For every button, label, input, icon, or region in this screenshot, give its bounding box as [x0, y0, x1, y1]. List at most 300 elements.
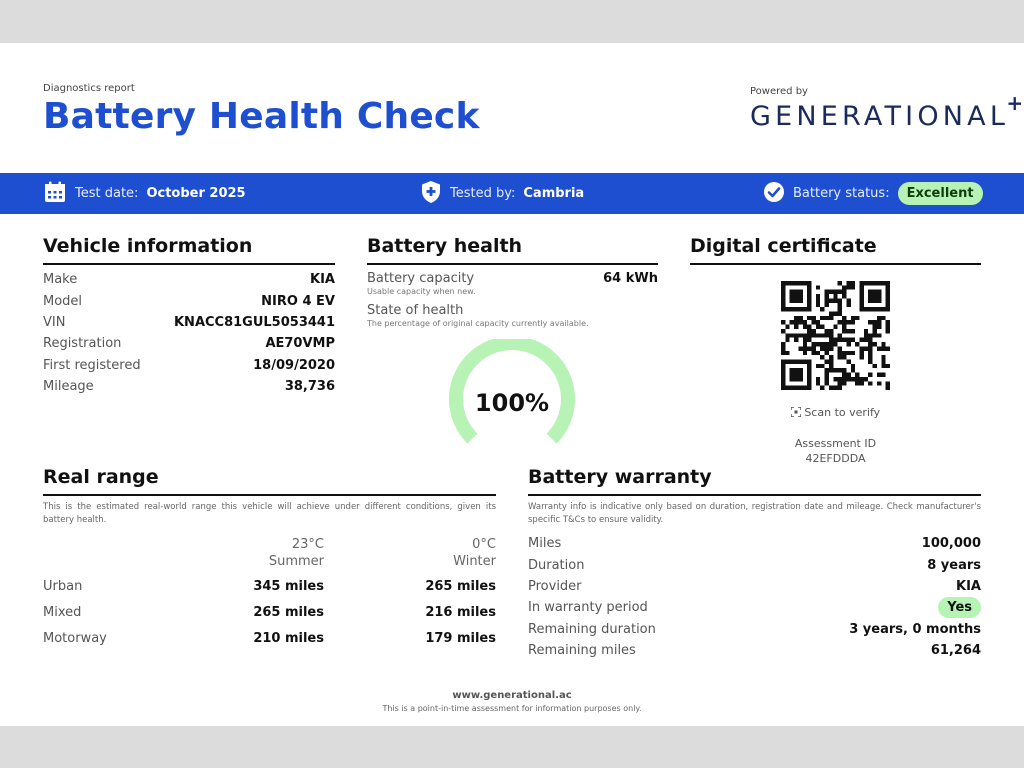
tested-by-label: Tested by: [450, 186, 516, 201]
qr-module [838, 307, 842, 311]
qr-module [794, 338, 798, 342]
qr-module [873, 329, 877, 333]
qr-module [820, 346, 824, 350]
vehicle-mileage-value: 38,736 [284, 379, 335, 395]
tested-by-value: Cambria [523, 186, 585, 201]
qr-module [881, 355, 885, 359]
battery-status-label: Battery status: [793, 186, 890, 201]
qr-module [877, 298, 881, 302]
qr-module [790, 373, 794, 377]
qr-module [803, 338, 807, 342]
qr-module [820, 333, 824, 337]
qr-module [807, 298, 811, 302]
list-item [528, 576, 981, 597]
qr-module [803, 325, 807, 329]
qr-module [864, 333, 868, 337]
qr-module [833, 342, 837, 346]
qr-module [859, 307, 863, 311]
qr-module [820, 307, 824, 311]
assessment-id-value: 42EFDDDA [805, 452, 866, 465]
qr-module [886, 303, 890, 307]
qr-module [886, 346, 890, 350]
vehicle-section-title: Vehicle information [43, 235, 335, 265]
qr-module [842, 316, 846, 320]
qr-module [838, 386, 842, 390]
qr-module [829, 338, 833, 342]
qr-module [803, 333, 807, 337]
report-page [0, 43, 1024, 726]
assessment-id-label: Assessment ID [794, 437, 877, 450]
qr-module [816, 342, 820, 346]
qr-module [851, 351, 855, 355]
qr-module [785, 386, 789, 390]
qr-module [781, 290, 785, 294]
qr-module [807, 294, 811, 298]
vehicle-model-value: NIRO 4 EV [261, 293, 335, 309]
qr-module [868, 381, 872, 385]
qr-module [798, 294, 802, 298]
qr-module [825, 346, 829, 350]
qr-module [790, 294, 794, 298]
range-section-title: Real range [43, 466, 496, 496]
vehicle-registration-value: AE70VMP [265, 336, 335, 352]
qr-module [868, 298, 872, 302]
qr-module [868, 320, 872, 324]
warranty-section-title: Battery warranty [528, 466, 981, 496]
range-urban-summer: 345 miles [253, 578, 324, 594]
qr-module [812, 316, 816, 320]
summer-temp: 23°C [291, 537, 324, 552]
qr-module [798, 333, 802, 337]
shield-plus-icon [420, 180, 442, 208]
qr-module [873, 294, 877, 298]
qr-module [864, 346, 868, 350]
qr-module [842, 294, 846, 298]
list-item [528, 640, 981, 661]
qr-module [798, 316, 802, 320]
qr-module [859, 285, 863, 289]
qr-module [833, 386, 837, 390]
qr-module [859, 338, 863, 342]
qr-module [864, 329, 868, 333]
qr-module [825, 294, 829, 298]
qr-module [838, 368, 842, 372]
qr-module [820, 342, 824, 346]
qr-module [816, 351, 820, 355]
qr-module [790, 359, 794, 363]
qr-module [807, 364, 811, 368]
qr-module [864, 377, 868, 381]
vehicle-make-value: KIA [310, 272, 335, 288]
qr-module [838, 381, 842, 385]
qr-module [846, 320, 850, 324]
qr-module [794, 325, 798, 329]
qr-module [838, 320, 842, 324]
qr-module [833, 290, 837, 294]
qr-code[interactable] [781, 281, 890, 390]
qr-module [873, 325, 877, 329]
qr-module [781, 281, 785, 285]
vehicle-first-registered-label: First registered [43, 357, 141, 373]
qr-module [790, 386, 794, 390]
qr-module [886, 386, 890, 390]
qr-module [798, 298, 802, 302]
qr-module [859, 351, 863, 355]
qr-module [807, 325, 811, 329]
qr-module [855, 381, 859, 385]
qr-module [877, 281, 881, 285]
qr-module [864, 307, 868, 311]
qr-module [794, 281, 798, 285]
qr-module [825, 316, 829, 320]
qr-module [798, 359, 802, 363]
qr-module [829, 346, 833, 350]
qr-module [846, 377, 850, 381]
qr-module [851, 320, 855, 324]
scan-to-verify-label: Scan to verify [804, 406, 881, 419]
qr-module [838, 281, 842, 285]
qr-module [798, 377, 802, 381]
qr-module [790, 368, 794, 372]
qr-module [785, 325, 789, 329]
qr-module [881, 346, 885, 350]
qr-module [873, 342, 877, 346]
qr-module [798, 281, 802, 285]
qr-module [873, 290, 877, 294]
qr-module [812, 346, 816, 350]
powered-by-label: Powered by [750, 86, 808, 97]
list-item [43, 376, 335, 397]
warranty-remaining-miles-label: Remaining miles [528, 643, 636, 659]
qr-module [785, 338, 789, 342]
qr-module [794, 377, 798, 381]
qr-module [851, 329, 855, 333]
qr-module [851, 281, 855, 285]
qr-module [781, 386, 785, 390]
qr-module [846, 303, 850, 307]
qr-module [816, 298, 820, 302]
qr-module [825, 298, 829, 302]
qr-module [868, 307, 872, 311]
warranty-remaining-duration-label: Remaining duration [528, 621, 656, 637]
qr-module [790, 377, 794, 381]
qr-module [825, 333, 829, 337]
qr-module [846, 329, 850, 333]
qr-module [829, 312, 833, 316]
qr-module [807, 329, 811, 333]
range-mixed-label: Mixed [43, 604, 82, 620]
battery-status [763, 173, 983, 214]
qr-module [807, 290, 811, 294]
qr-module [803, 307, 807, 311]
vehicle-registration-label: Registration [43, 336, 122, 352]
qr-module [781, 303, 785, 307]
qr-module [820, 364, 824, 368]
qr-module [803, 359, 807, 363]
warranty-info-list [528, 533, 981, 661]
qr-module [859, 294, 863, 298]
warranty-provider-value: KIA [956, 578, 981, 594]
qr-module [842, 381, 846, 385]
qr-module [829, 342, 833, 346]
warranty-in-period-badge: Yes [938, 597, 981, 618]
qr-module [803, 320, 807, 324]
qr-module [781, 285, 785, 289]
brand-logo-text: GENERATIONAL [750, 101, 1010, 132]
qr-module [781, 342, 785, 346]
qr-module [833, 312, 837, 316]
qr-module [798, 386, 802, 390]
qr-module [816, 364, 820, 368]
qr-module [790, 281, 794, 285]
qr-module [859, 377, 863, 381]
qr-module [846, 342, 850, 346]
footer-url-link[interactable]: www.generational.ac [452, 690, 572, 701]
qr-module [781, 364, 785, 368]
qr-module [803, 346, 807, 350]
qr-module [807, 307, 811, 311]
qr-module [881, 307, 885, 311]
range-urban-label: Urban [43, 578, 83, 594]
qr-module [798, 346, 802, 350]
qr-module [794, 294, 798, 298]
qr-module [838, 377, 842, 381]
qr-module [851, 364, 855, 368]
qr-module [794, 316, 798, 320]
qr-module [859, 303, 863, 307]
vehicle-mileage-label: Mileage [43, 379, 94, 395]
qr-module [812, 333, 816, 337]
qr-module [781, 359, 785, 363]
qr-module [781, 320, 785, 324]
table-row [43, 573, 496, 599]
qr-module [842, 329, 846, 333]
list-item [43, 312, 335, 333]
qr-module [833, 294, 837, 298]
qr-module [781, 294, 785, 298]
qr-module [868, 351, 872, 355]
qr-module [855, 373, 859, 377]
page-title: Battery Health Check [43, 96, 480, 137]
qr-module [873, 320, 877, 324]
qr-module [851, 316, 855, 320]
qr-module [816, 325, 820, 329]
range-mixed-summer: 265 miles [253, 604, 324, 620]
warranty-remaining-miles-value: 61,264 [930, 643, 981, 659]
list-item [528, 533, 981, 554]
qr-module [829, 298, 833, 302]
qr-module [846, 281, 850, 285]
list-item [43, 333, 335, 354]
vehicle-vin-value: KNACC81GUL5053441 [173, 314, 335, 330]
qr-module [816, 377, 820, 381]
qr-module [812, 342, 816, 346]
soh-note: The percentage of original capacity currently available. [367, 319, 589, 328]
list-item [528, 619, 981, 640]
qr-module [846, 285, 850, 289]
qr-module [829, 359, 833, 363]
qr-module [877, 381, 881, 385]
qr-module [781, 351, 785, 355]
status-bar [0, 173, 1024, 214]
qr-module [886, 290, 890, 294]
qr-module [825, 377, 829, 381]
qr-module [886, 298, 890, 302]
test-date-label: Test date: [75, 186, 139, 201]
qr-module [829, 290, 833, 294]
qr-module [816, 333, 820, 337]
battery-capacity-note: Usable capacity when new. [367, 287, 476, 296]
report-eyebrow: Diagnostics report [43, 83, 135, 94]
qr-module [829, 333, 833, 337]
qr-module [877, 373, 881, 377]
qr-module [838, 355, 842, 359]
qr-module [846, 373, 850, 377]
qr-module [873, 281, 877, 285]
qr-module [881, 359, 885, 363]
qr-module [881, 342, 885, 346]
qr-module [859, 298, 863, 302]
qr-module [794, 359, 798, 363]
qr-module [798, 373, 802, 377]
qr-module [886, 307, 890, 311]
warranty-provider-label: Provider [528, 578, 582, 594]
calendar-icon [43, 180, 67, 208]
qr-module [877, 325, 881, 329]
qr-module [881, 364, 885, 368]
qr-module [807, 333, 811, 337]
report-footer [0, 690, 1024, 713]
vehicle-first-registered-value: 18/09/2020 [253, 357, 335, 373]
qr-module [781, 298, 785, 302]
qr-module [794, 307, 798, 311]
qr-module [886, 329, 890, 333]
qr-module [877, 316, 881, 320]
qr-module [886, 325, 890, 329]
qr-module [868, 373, 872, 377]
qr-module [886, 294, 890, 298]
qr-module [790, 307, 794, 311]
qr-module [794, 298, 798, 302]
qr-module [838, 290, 842, 294]
qr-module [886, 281, 890, 285]
status-badge: Excellent [898, 182, 983, 205]
qr-module [859, 346, 863, 350]
brand-logo-plus: + [1006, 91, 1024, 115]
qr-module [785, 351, 789, 355]
qr-module [842, 320, 846, 324]
warranty-miles-value: 100,000 [921, 536, 981, 552]
qr-module [851, 368, 855, 372]
qr-module [859, 355, 863, 359]
qr-module [846, 338, 850, 342]
qr-module [785, 359, 789, 363]
qr-module [825, 381, 829, 385]
scan-to-verify [690, 406, 981, 420]
vehicle-make-label: Make [43, 272, 78, 288]
qr-module [825, 303, 829, 307]
warranty-remaining-duration-value: 3 years, 0 months [849, 621, 981, 637]
qr-module [798, 290, 802, 294]
qr-module [864, 281, 868, 285]
qr-module [820, 316, 824, 320]
soh-percent: 100% [474, 389, 550, 417]
qr-module [868, 346, 872, 350]
qr-module [886, 381, 890, 385]
qr-module [825, 290, 829, 294]
soh-label: State of health [367, 303, 464, 318]
qr-module [838, 303, 842, 307]
qr-module [803, 386, 807, 390]
qr-module [873, 364, 877, 368]
range-motorway-summer: 210 miles [253, 630, 324, 646]
qr-module [820, 386, 824, 390]
qr-module [812, 329, 816, 333]
qr-module [838, 312, 842, 316]
qr-module [886, 364, 890, 368]
list-item [528, 597, 981, 618]
range-motorway-winter: 179 miles [425, 630, 496, 646]
qr-module [803, 342, 807, 346]
qr-module [846, 359, 850, 363]
qr-module [855, 316, 859, 320]
qr-module [829, 316, 833, 320]
qr-module [886, 285, 890, 289]
qr-module [838, 346, 842, 350]
qr-module [781, 346, 785, 350]
qr-module [825, 359, 829, 363]
qr-module [781, 329, 785, 333]
qr-module [794, 373, 798, 377]
qr-module [803, 351, 807, 355]
battery-capacity-value: 64 kWh [603, 271, 658, 286]
qr-module [798, 320, 802, 324]
range-mixed-winter: 216 miles [425, 604, 496, 620]
qr-module [833, 368, 837, 372]
qr-module [785, 307, 789, 311]
summer-label: Summer [268, 554, 324, 569]
battery-capacity-label: Battery capacity [367, 271, 475, 286]
qr-module [833, 338, 837, 342]
qr-module [838, 333, 842, 337]
qr-module [816, 294, 820, 298]
qr-module [807, 386, 811, 390]
list-item [43, 290, 335, 311]
winter-temp: 0°C [472, 537, 496, 552]
qr-module [877, 346, 881, 350]
range-summer-header [224, 536, 324, 570]
qr-module [877, 307, 881, 311]
qr-module [851, 285, 855, 289]
qr-module [781, 307, 785, 311]
vehicle-info-list [43, 269, 335, 397]
qr-module [812, 320, 816, 324]
qr-module [785, 333, 789, 337]
qr-module [838, 298, 842, 302]
qr-module [803, 281, 807, 285]
range-description: This is the estimated real-world range this vehicle will achieve under different conditions, given its battery health. [43, 502, 496, 525]
qr-module [829, 355, 833, 359]
qr-module [812, 351, 816, 355]
qr-module [851, 377, 855, 381]
warranty-duration-label: Duration [528, 557, 585, 573]
qr-module [829, 368, 833, 372]
range-motorway-label: Motorway [43, 630, 107, 646]
qr-module [829, 364, 833, 368]
qr-module [807, 368, 811, 372]
qr-module [842, 368, 846, 372]
qr-module [781, 373, 785, 377]
